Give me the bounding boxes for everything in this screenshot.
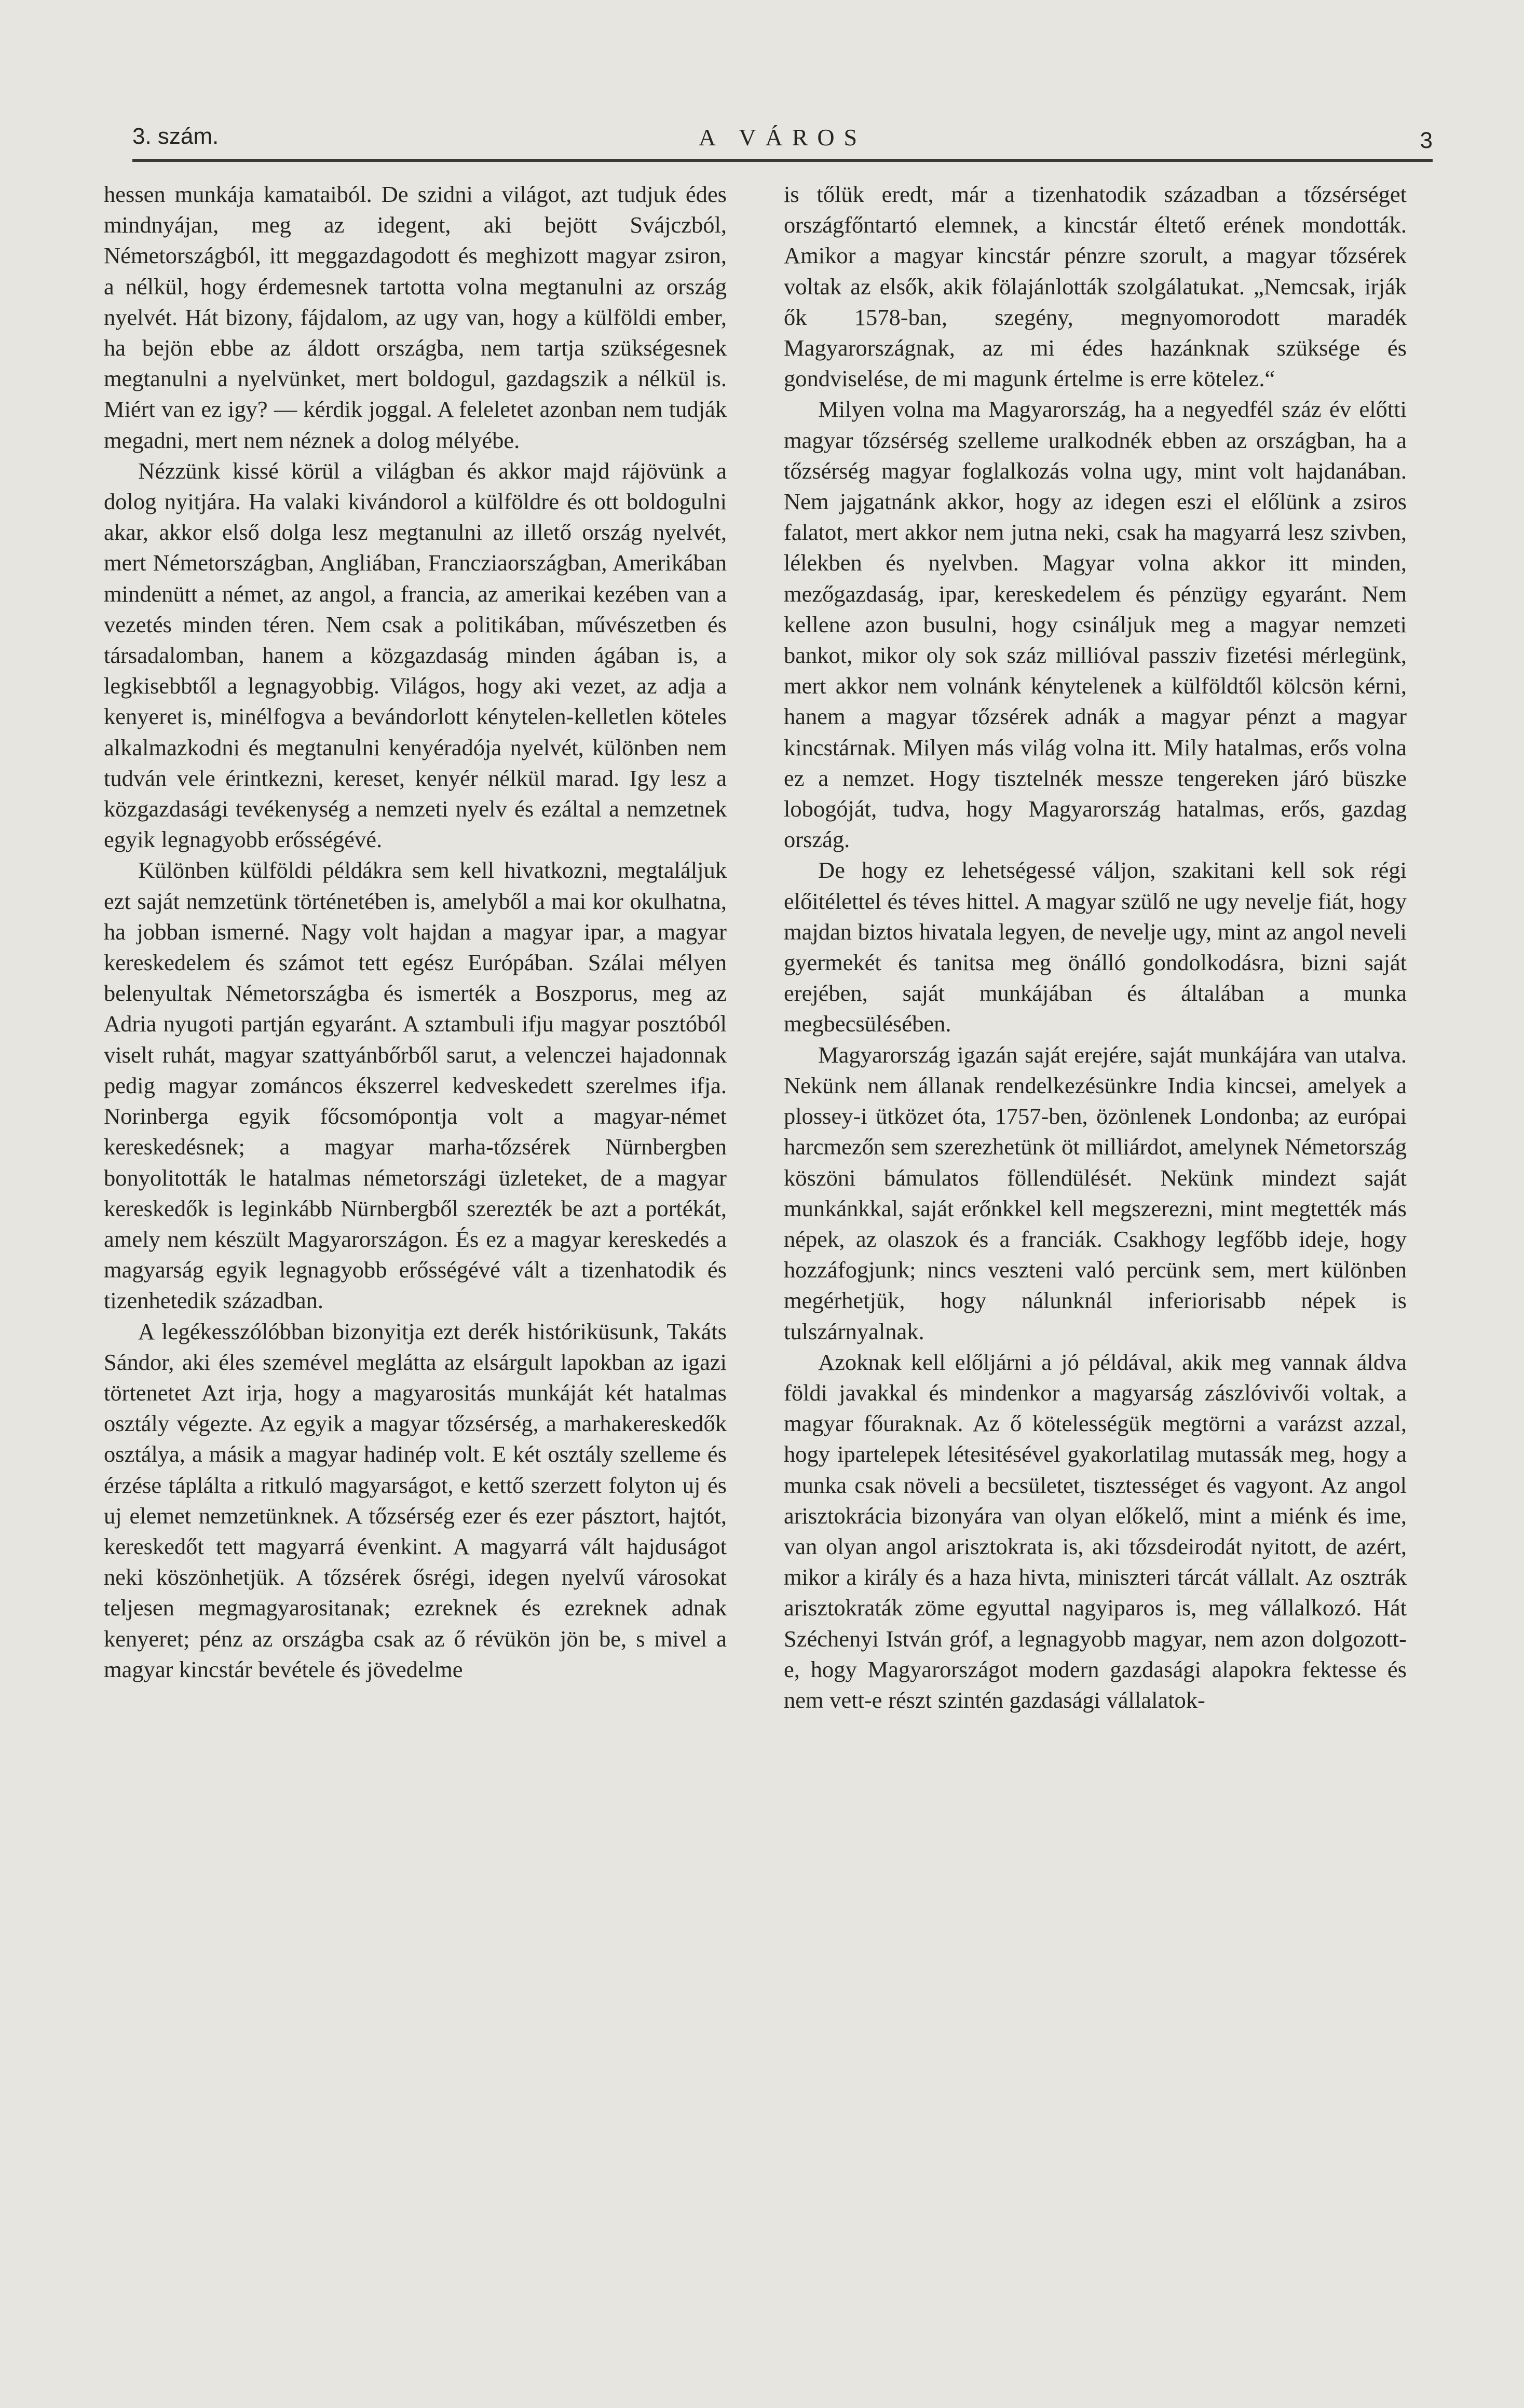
masthead-title: A VÁROS bbox=[698, 124, 867, 151]
left-column bbox=[104, 179, 727, 2287]
paragraph: De hogy ez lehetségessé váljon, szakitani kell sok régi előitélettel és téves hittel. A magyar szülő ne ugy nevelje fiát, hogy majdan biztos hivatala legyen, de nevelje ugy, mint az angol neveli gyermekét és tanitsa meg önálló gondolkodásra, bizni saját erejében, saját munkájában és általában a munka megbecsülésében. bbox=[784, 857, 1407, 1037]
issue-number: 3. szám. bbox=[132, 124, 219, 149]
paragraph: Nézzünk kissé körül a világban és akkor majd rájövünk a dolog nyitjára. Ha valaki kivándorol a külföldre és ott boldogulni akar, akkor első dolga lesz megtanulni az illető ország nyelvét, mert Németországban, Angliában, Francziaországban, Amerikában mindenütt a német, az angol, a francia, az amerikai kezében van a vezetés minden téren. Nem csak a politikában, művészetben és társadalomban, hanem a közgazdaság minden ágában is, a legkisebbtől a legnagyobbig. Világos, hogy aki vezet, az adja a kenyeret is, minélfogva a bevándorlott kénytelen-kelletlen köteles alkalmazkodni és megtanulni kenyéradója nyelvét, különben nem tudván vele érintkezni, kereset, kenyér nélkül marad. Igy lesz a közgazdasági tevékenység a nemzeti nyelv és ezáltal a nemzetnek egyik legnagyobb erősségévé. bbox=[104, 457, 727, 853]
page-number: 3 bbox=[1420, 128, 1433, 153]
paragraph: Azoknak kell előljárni a jó példával, akik meg vannak áldva földi javakkal és mindenkor a magyarság zászlóvivői voltak, a magyar főuraknak. Az ő kötelességük megtörni a varázst azzal, hogy ipartelepek létesitésével gyakorlatilag mutassák meg, hogy a munka csak növeli a becsületet, tisztességet és vagyont. Az angol arisztokrácia bizonyára van olyan előkelő, mint a miénk és ime, van olyan angol arisztokrata is, aki tőzsdeirodát nyitott, de azért, mikor a király és a haza hivta, miniszteri tárcát vállalt. Az osztrák arisztokraták zöme egyuttal nagyiparos is, meg vállalkozó. Hát Széchenyi István gróf, a legnagyobb magyar, nem azon dolgozott-e, hogy Magyarországot modern gazdasági alapokra fektesse és nem vett-e részt szintén gazdasági vállalatok- bbox=[784, 1349, 1407, 1713]
paragraph: Milyen volna ma Magyarország, ha a negyedfél száz év előtti magyar tőzsérség szelleme uralkodnék ebben az országban, ha a tőzsérség magyar foglalkozás volna ugy, mint volt hajdanában. Nem jajgatnánk akkor, hogy az idegen eszi el előlünk a zsiros falatot, mert akkor nem jutna neki, csak ha magyarrá lesz szivben, lélekben és nyelvben. Magyar volna akkor itt minden, mezőgazdaság, ipar, kereskedelem és pénzügy egyaránt. Nem kellene azon busulni, hogy csináljuk meg a magyar nemzeti bankot, mikor oly sok száz millióval passziv fizetési mérlegünk, mert akkor nem volnánk kénytelenek a külföldtől kölcsön kérni, hanem a magyar tőzsérek adnák a magyar pénzt a magyar kincstárnak. Milyen más világ volna itt. Mily hatalmas, erős volna ez a nemzet. Hogy tisztelnék messze tengereken járó büszke lobogóját, tudva, hogy Magyarország hatalmas, erős, gazdag ország. bbox=[784, 396, 1407, 853]
paragraph: Különben külföldi példákra sem kell hivatkozni, megtaláljuk ezt saját nemzetünk történetében is, amelyből a mai kor okulhatna, ha jobban ismerné. Nagy volt hajdan a magyar ipar, a magyar kereskedelem és számot tett egész Európában. Szálai mélyen belenyultak Németországba és ismerték a Boszporus, meg az Adria nyugoti partján egyaránt. A sztambuli ifju magyar posztóból viselt ruhát, magyar szattyánbőrből sarut, a velenczei hajadonnak pedig magyar zománcos ékszerrel kedveskedett szerelmes ifja. Norinberga egyik főcsomópontja volt a magyar-német kereskedésnek; a magyar marha-tőzsérek Nürnbergben bonyolitották le hatalmas németországi üzleteket, de a magyar kereskedők is leginkább Nürnbergből szerezték be azt a portékát, amely nem készült Magyarországon. És ez a magyar kereskedés a magyarság egyik legnagyobb erősségévé vált a tizenhatodik és tizenhetedik században. bbox=[104, 857, 727, 1314]
page-header bbox=[132, 124, 1433, 156]
paragraph: is tőlük eredt, már a tizenhatodik században a tőzsérséget országfőntartó elemnek, a kincstár éltető erének mondották. Amikor a magyar kincstár pénzre szorult, a magyar tőzsérek voltak az elsők, akik fölajánlották szolgálatukat. „Nemcsak, irják ők 1578-ban, szegény, megnyomorodott maradék Magyarországnak, az mi édes hazánknak szüksége és gondviselése, de mi magunk értelme is erre kötelez.“ bbox=[784, 181, 1407, 392]
header-rule bbox=[132, 159, 1433, 162]
paragraph: hessen munkája kamataiból. De szidni a világot, azt tudjuk édes mindnyájan, meg az idegent, aki bejött Svájczból, Németországból, itt meggazdagodott és meghizott magyar zsiron, a nélkül, hogy érdemesnek tartotta volna megtanulni az ország nyelvét. Hát bizony, fájdalom, az ugy van, hogy a külföldi ember, ha bejön ebbe az áldott országba, nem tartja szükségesnek megtanulni a nyelvünket, mert boldogul, gazdagszik a nélkül is. Miért van ez igy? — kérdik joggal. A feleletet azonban nem tudják megadni, mert nem néznek a dolog mélyébe. bbox=[104, 181, 727, 453]
paragraph: Magyarország igazán saját erejére, saját munkájára van utalva. Nekünk nem állanak rendelkezésünkre India kincsei, amelyek a plossey-i ütközet óta, 1757-ben, özönlenek Londonba; az európai harcmezőn sem szerezhetünk öt milliárdot, amelynek Németország köszöni bámulatos föllendülését. Nekünk mindezt saját munkánkkal, saját erőnkkel kell megszerezni, mint megtették más népek, az olaszok és a franciák. Csakhogy legfőbb ideje, hogy hozzáfogjunk; nincs veszteni való percünk sem, mert különben megérhetjük, hogy nálunknál inferiorisabb népek is tulszárnyalnak. bbox=[784, 1041, 1407, 1344]
right-column bbox=[784, 179, 1407, 2287]
paragraph: A legékesszólóbban bizonyitja ezt derék históriküsunk, Takáts Sándor, aki éles szemével meglátta az elsárgult lapokban az igazi törtenetet Azt irja, hogy a magyarositás munkáját két hatalmas osztály végezte. Az egyik a magyar tőzsérség, a marhakereskedők osztálya, a másik a magyar hadinép volt. E két osztály szelleme és érzése táplálta a ritkuló magyarságot, e kettő szerzett folyton uj és uj elemet nemzetünknek. A tőzsérség ezer és ezer pásztort, hajtót, kereskedőt tett magyarrá évenkint. A magyarrá vált hajduságot neki köszönhetjük. A tőzsérek ősrégi, idegen nyelvű városokat teljesen megmagyarositanak; ezreknek és ezreknek adnak kenyeret; pénz az országba csak az ő révükön jön be, s mivel a magyar kincstár bevétele és jövedelme bbox=[104, 1318, 727, 1682]
